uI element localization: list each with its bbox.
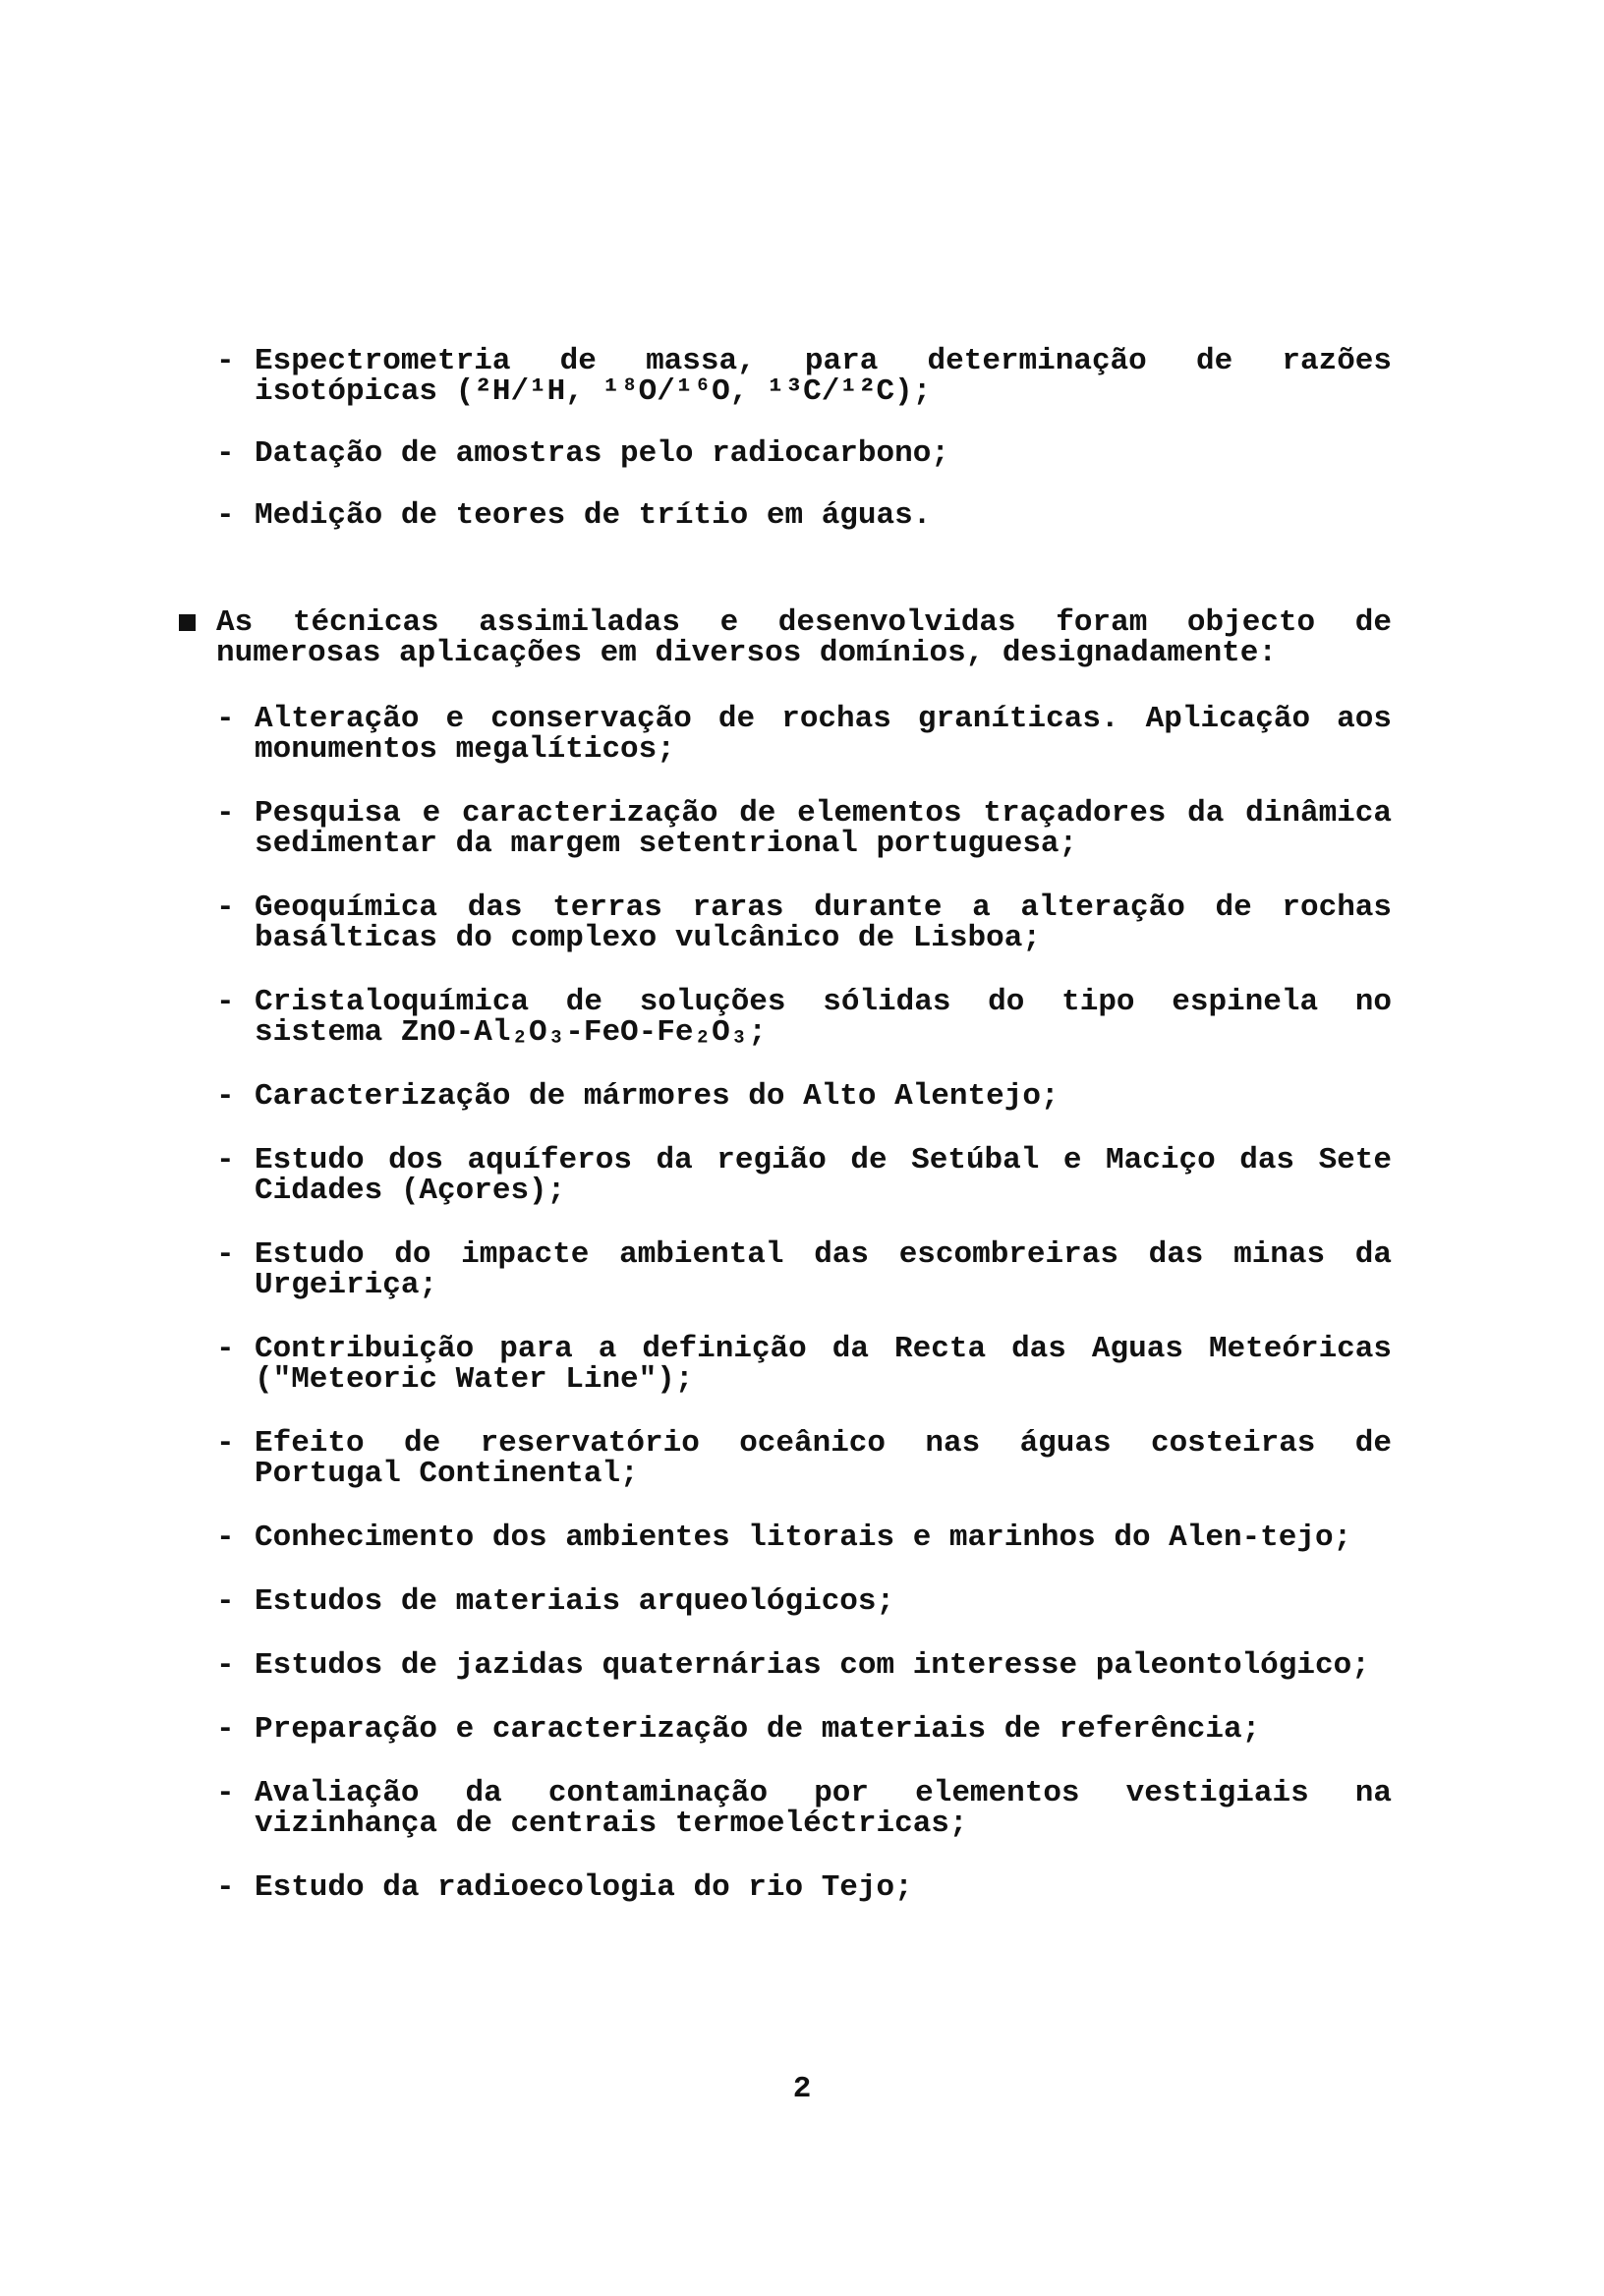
dash-marker: - xyxy=(216,796,235,831)
list-item-text: Caracterização de mármores do Alto Alentejo; xyxy=(255,1079,1060,1114)
dash-marker: - xyxy=(216,436,235,471)
list-item xyxy=(216,1334,1392,1395)
dash-marker: - xyxy=(216,1776,235,1810)
list-item-text: Contribuição para a definição da Recta das Aguas Meteóricas ("Meteoric Water Line"); xyxy=(255,1332,1392,1397)
list-item-text: Geoquímica das terras raras durante a alteração de rochas basálticas do complexo vulcânico de Lisboa; xyxy=(255,890,1392,955)
list-item xyxy=(216,1778,1392,1839)
list-item xyxy=(216,438,1392,469)
list-item-text: Medição de teores de trítio em águas. xyxy=(255,498,932,533)
list-item xyxy=(216,798,1392,859)
dash-marker: - xyxy=(216,985,235,1019)
list-item xyxy=(216,704,1392,765)
list-item-text: Estudo dos aquíferos da região de Setúbal e Maciço das Sete Cidades (Açores); xyxy=(255,1143,1392,1208)
list-item xyxy=(216,1586,1392,1617)
dash-marker: - xyxy=(216,1426,235,1461)
list-item-text: Estudos de materiais arqueológicos; xyxy=(255,1584,895,1619)
list-item-text: Preparação e caracterização de materiais de referência; xyxy=(255,1712,1261,1747)
list-item-text: Espectrometria de massa, para determinação de razões isotópicas (²H/¹H, ¹⁸O/¹⁶O, ¹³C/¹²C); xyxy=(255,344,1392,409)
page-number: 2 xyxy=(792,2072,812,2106)
dash-marker: - xyxy=(216,1870,235,1905)
list-item-text: Alteração e conservação de rochas graníticas. Aplicação aos monumentos megalíticos; xyxy=(255,702,1392,767)
list-item-text: Conhecimento dos ambientes litorais e marinhos do Alen-tejo; xyxy=(255,1521,1352,1555)
square-bullet-icon xyxy=(179,614,196,631)
list-item xyxy=(216,1239,1392,1300)
dash-marker: - xyxy=(216,1712,235,1747)
dash-marker: - xyxy=(216,1648,235,1683)
list-item xyxy=(216,1872,1392,1903)
dash-marker: - xyxy=(216,1079,235,1114)
list-item-text: Cristaloquímica de soluções sólidas do tipo espinela no sistema ZnO-Al₂O₃-FeO-Fe₂O₃; xyxy=(255,985,1392,1050)
list-item xyxy=(216,1428,1392,1489)
dash-marker: - xyxy=(216,1584,235,1619)
applications-list xyxy=(216,704,1392,1936)
list-item xyxy=(216,1081,1392,1112)
dash-marker: - xyxy=(216,1237,235,1272)
list-item xyxy=(216,892,1392,953)
list-item-text: Avaliação da contaminação por elementos vestigiais na vizinhança de centrais termoeléctricas; xyxy=(255,1776,1392,1841)
list-item xyxy=(216,1145,1392,1206)
list-item-text: Pesquisa e caracterização de elementos traçadores da dinâmica sedimentar da margem setentrional portuguesa; xyxy=(255,796,1392,861)
list-item xyxy=(216,1714,1392,1745)
list-item-text: Efeito de reservatório oceânico nas águas costeiras de Portugal Continental; xyxy=(255,1426,1392,1491)
list-item xyxy=(216,1650,1392,1681)
dash-marker: - xyxy=(216,890,235,925)
list-item xyxy=(216,500,1392,531)
techniques-list xyxy=(216,346,1392,562)
dash-marker: - xyxy=(216,1332,235,1366)
dash-marker: - xyxy=(216,498,235,533)
list-item xyxy=(216,1522,1392,1553)
list-item-text: Estudos de jazidas quaternárias com interesse paleontológico; xyxy=(255,1648,1370,1683)
dash-marker: - xyxy=(216,702,235,736)
list-item-text: Estudo do impacte ambiental das escombreiras das minas da Urgeiriça; xyxy=(255,1237,1392,1302)
dash-marker: - xyxy=(216,344,235,378)
bullet-paragraph-text: As técnicas assimiladas e desenvolvidas foram objecto de numerosas aplicações em diversos domínios, designadamente: xyxy=(216,605,1392,670)
list-item-text: Estudo da radioecologia do rio Tejo; xyxy=(255,1870,913,1905)
dash-marker: - xyxy=(216,1521,235,1555)
list-item-text: Datação de amostras pelo radiocarbono; xyxy=(255,436,949,471)
dash-marker: - xyxy=(216,1143,235,1177)
bullet-paragraph xyxy=(216,607,1392,668)
list-item xyxy=(216,987,1392,1048)
list-item xyxy=(216,346,1392,407)
